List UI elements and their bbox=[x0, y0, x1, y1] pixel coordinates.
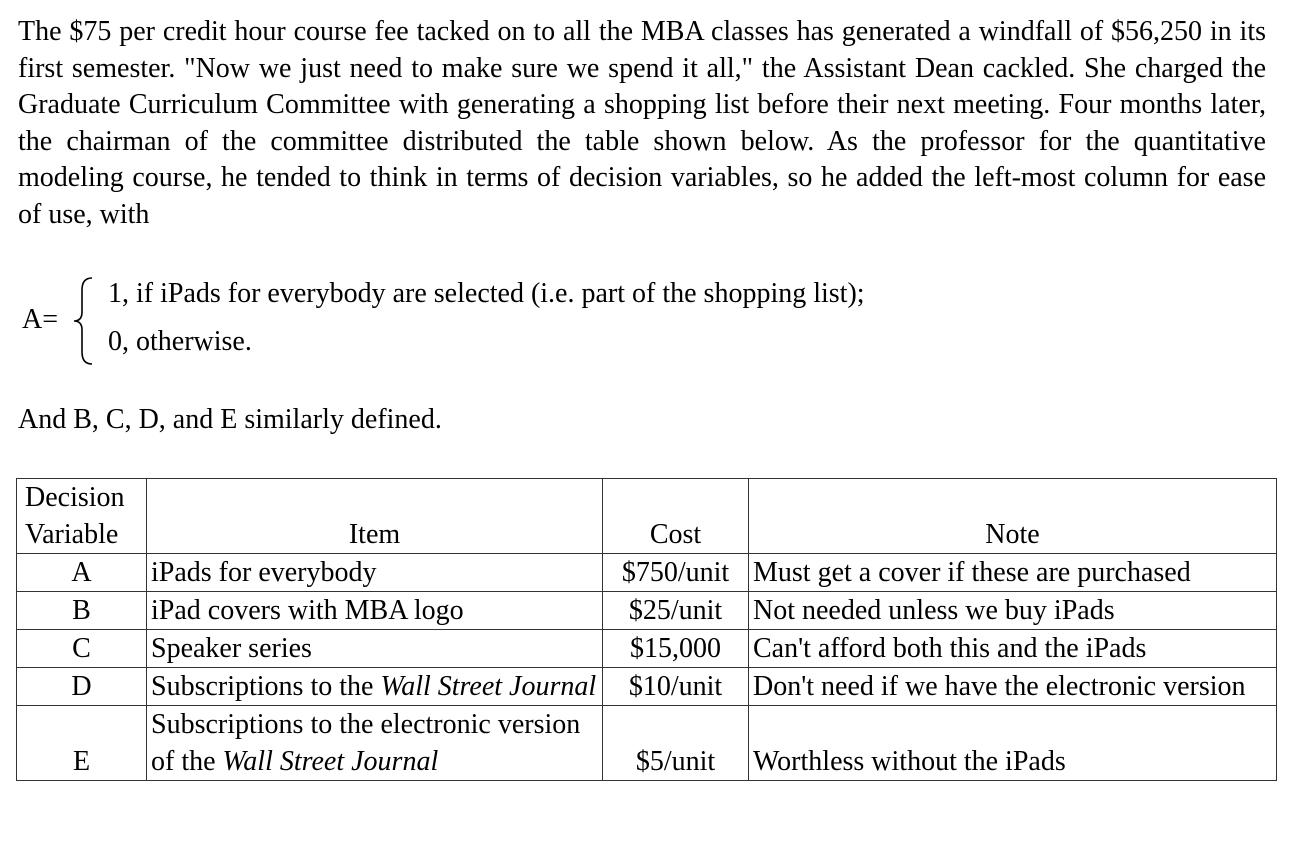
left-brace-icon bbox=[70, 276, 98, 366]
cell-cost: $5/unit bbox=[603, 706, 749, 781]
header-cost: Cost bbox=[603, 479, 749, 554]
cell-note: Not needed unless we buy iPads bbox=[749, 592, 1277, 630]
cell-item bbox=[147, 630, 603, 668]
table-header-row bbox=[17, 479, 1277, 554]
header-item: Item bbox=[147, 479, 603, 554]
item-italic-text: Wall Street Journal bbox=[222, 746, 439, 777]
cell-item bbox=[147, 668, 603, 706]
cell-cost: $10/unit bbox=[603, 668, 749, 706]
cell-variable: B bbox=[17, 592, 147, 630]
table-row bbox=[17, 630, 1277, 668]
cell-item bbox=[147, 706, 603, 781]
header-var-line1: Decision bbox=[25, 482, 125, 513]
item-text: Subscriptions to the bbox=[151, 671, 381, 702]
item-text: iPad covers with MBA logo bbox=[151, 595, 464, 626]
definition-lhs: A= bbox=[22, 304, 59, 335]
cell-note: Worthless without the iPads bbox=[749, 706, 1277, 781]
shopping-list-table bbox=[16, 478, 1277, 781]
cell-cost: $25/unit bbox=[603, 592, 749, 630]
item-text: iPads for everybody bbox=[151, 557, 377, 588]
cell-item bbox=[147, 592, 603, 630]
table-row bbox=[17, 554, 1277, 592]
item-text: Subscriptions to the electronic version of the bbox=[151, 709, 581, 777]
cell-note: Don't need if we have the electronic version bbox=[749, 668, 1277, 706]
table-row bbox=[17, 706, 1277, 781]
cell-cost: $15,000 bbox=[603, 630, 749, 668]
table-row bbox=[17, 592, 1277, 630]
cell-note: Must get a cover if these are purchased bbox=[749, 554, 1277, 592]
cell-cost: $750/unit bbox=[603, 554, 749, 592]
cell-item bbox=[147, 554, 603, 592]
intro-paragraph: The $75 per credit hour course fee tacked on to all the MBA classes has generated a windfall of $56,250 in its first semester. "Now we just need to make sure we spend it all," the Assistant Dean cackled. She charged the Graduate Curriculum Committee with generating a shopping list before their next meeting. Four months later, the chairman of the committee distributed the table shown below. As the professor for the quantitative modeling course, he tended to think in terms of decision variables, so he added the left-most column for ease of use, with bbox=[18, 16, 1266, 230]
header-decision-variable bbox=[17, 479, 147, 554]
header-note: Note bbox=[749, 479, 1277, 554]
cell-variable: D bbox=[17, 668, 147, 706]
item-italic-text: Wall Street Journal bbox=[380, 671, 597, 702]
cell-variable: A bbox=[17, 554, 147, 592]
table-row bbox=[17, 668, 1277, 706]
cell-variable: E bbox=[17, 706, 147, 781]
cell-variable: C bbox=[17, 630, 147, 668]
cell-note: Can't afford both this and the iPads bbox=[749, 630, 1277, 668]
header-var-line2: Variable bbox=[25, 519, 119, 550]
item-text: Speaker series bbox=[151, 633, 312, 664]
definition-case-2: 0, otherwise. bbox=[108, 326, 252, 357]
definition-case-1: 1, if iPads for everybody are selected (i.e. part of the shopping list); bbox=[108, 278, 865, 309]
similarly-defined-note: And B, C, D, and E similarly defined. bbox=[18, 404, 442, 435]
